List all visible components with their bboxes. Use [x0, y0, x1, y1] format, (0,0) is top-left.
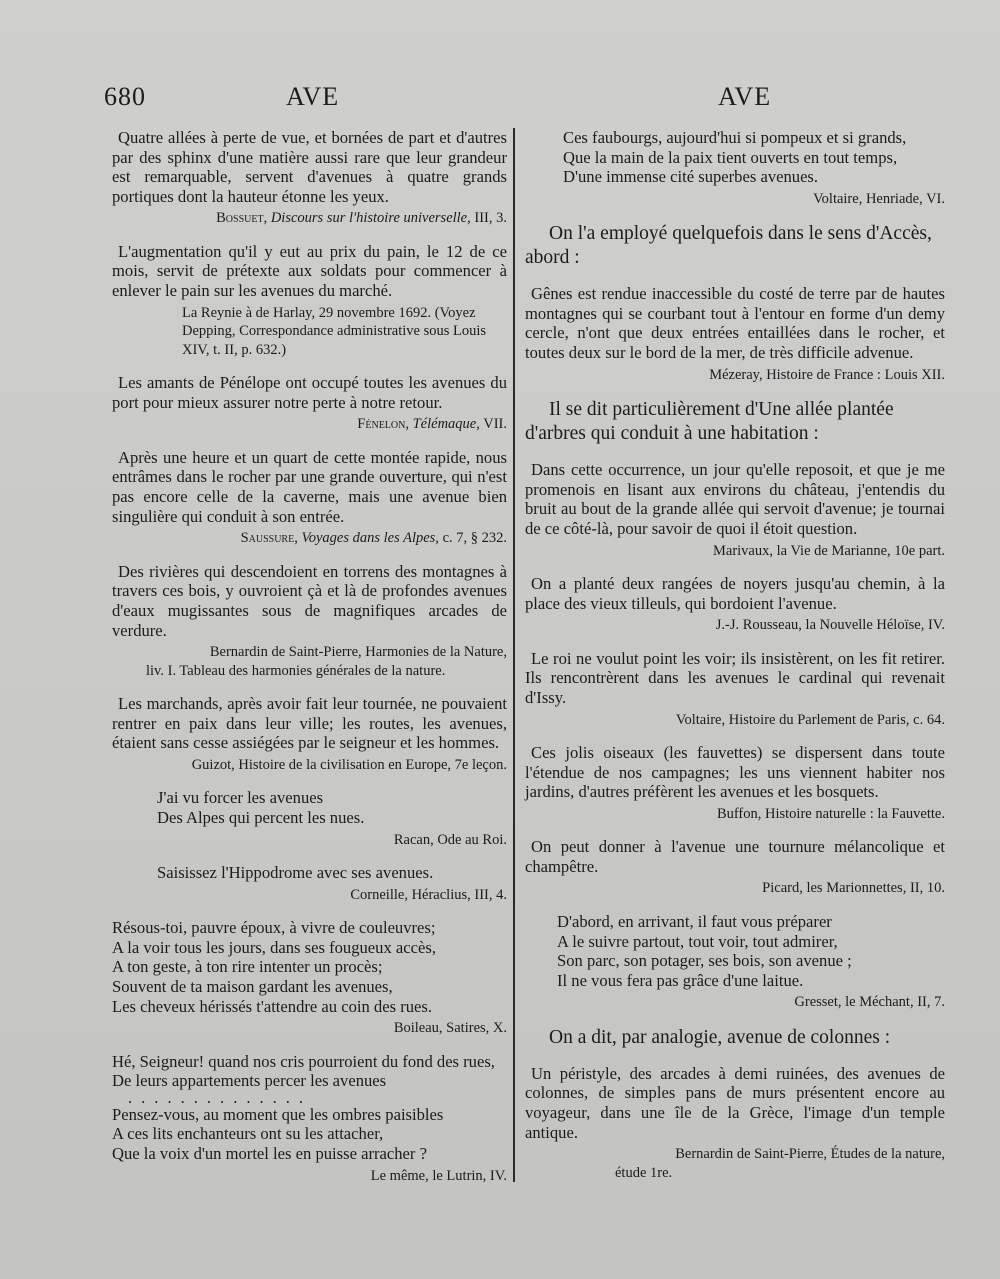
verse-line: Des Alpes qui percent les nues. — [157, 807, 365, 827]
verse-quotation — [112, 918, 507, 1037]
cite-work: Voyages dans les Alpes, — [301, 530, 439, 547]
quotation — [112, 562, 507, 680]
citation: J.-J. Rousseau, la Nouvelle Héloïse, IV. — [715, 617, 945, 634]
citation: Buffon, Histoire naturelle : la Fauvette. — [716, 805, 945, 822]
sense-heading: Il se dit particulièrement d'Une allée plantée d'arbres qui conduit à une habitation : — [525, 399, 894, 445]
cite-ref: c. 7, § 232. — [442, 530, 507, 547]
quotation — [525, 1064, 945, 1182]
verse-quotation — [112, 863, 507, 904]
quote-text: Ces jolis oiseaux (les fauvettes) se dispersent dans toute l'étendue de nos campagnes; les uns viennent habiter nos jardins, d'autres préfèrent les avenues et les bosquets. — [525, 743, 945, 802]
quotation — [112, 128, 507, 228]
quotation — [112, 694, 507, 774]
citation-cont: liv. I. Tableau des harmonies générales de la nature. — [146, 662, 446, 679]
verse-line: D'abord, en arrivant, il faut vous préparer — [557, 911, 832, 931]
quote-text: Les amants de Pénélope ont occupé toutes les avenues du port pour mieux assurer notre perte à notre retour. — [112, 373, 507, 412]
quotation — [525, 837, 945, 898]
citation — [112, 415, 507, 434]
quotation — [525, 649, 945, 729]
quote-text: Après une heure et un quart de cette montée rapide, nous entrâmes dans le rocher par une grande ouverture, qui n'est pas encore celle de la caverne, mais une avenue bien singulière qui conduit à son entrée. — [112, 447, 507, 526]
citation: Corneille, Héraclius, III, 4. — [350, 886, 507, 903]
page-number: 680 — [104, 82, 146, 111]
citation: Le même, le Lutrin, IV. — [370, 1167, 507, 1184]
quote-text: Le roi ne voulut point les voir; ils insistèrent, on les fit retirer. Ils rencontrèrent dans les avenues le cardinal qui revenait d'Issy. — [525, 648, 945, 707]
verse-line: Son parc, son potager, ses bois, son avenue ; — [557, 951, 852, 971]
quote-text: Gênes est rendue inaccessible du costé de terre par de hautes montagnes qui se courbant tout à l'entour en forme d'un demy cercle, n'ont que deux entrées entaillées dans le rocher, et toutes deux sur le bord de la mer, de très difficile advenue. — [525, 284, 945, 363]
verse-line: Que la main de la paix tient ouverts en tout temps, — [563, 147, 898, 167]
quote-text: Des rivières qui descendoient en torrens des montagnes à travers ces bois, y ouvroient çà et là de profondes avenues d'eaux mugissantes sous de magnifiques arcades de verdure. — [112, 561, 507, 640]
cite-author: Saussure, — [240, 530, 298, 547]
quotation — [525, 574, 945, 635]
verse-line: De leurs appartements percer les avenues — [112, 1071, 387, 1091]
verse-line: D'une immense cité superbes avenues. — [563, 167, 819, 187]
citation: Gresset, le Méchant, II, 7. — [794, 994, 945, 1011]
quotation — [525, 743, 945, 823]
citation: Boileau, Satires, X. — [393, 1020, 507, 1037]
citation: Voltaire, Henriade, VI. — [813, 190, 945, 207]
verse-quotation — [112, 788, 507, 849]
verse-line: J'ai vu forcer les avenues — [157, 788, 324, 808]
quote-text: Quatre allées à perte de vue, et bornées de part et d'autres par des sphinx d'une matière aussi rare que leur grandeur est remarquable, servent d'avenues à quatre grands portiques dont la hauteur étonne les yeux. — [112, 128, 507, 206]
cite-author: Fénelon, — [357, 416, 409, 433]
citation: La Reynie à de Harlay, 29 novembre 1692. (Voyez Depping, Correspondance administrative sous Louis XIV, t. II, p. 632.) — [182, 304, 487, 358]
verse-quotation — [525, 912, 945, 1012]
verse-quotation — [112, 1052, 507, 1185]
citation-cont: étude 1re. — [615, 1164, 673, 1181]
verse-line: Résous-toi, pauvre époux, à vivre de couleuvres; — [112, 918, 436, 938]
quote-text: On peut donner à l'avenue une tournure mélancolique et champêtre. — [525, 837, 945, 876]
cite-ref: III, 3. — [474, 210, 507, 227]
verse-line: Il ne vous fera pas grâce d'une laitue. — [557, 970, 804, 990]
right-column — [525, 128, 945, 1196]
verse-line: Souvent de ta maison gardant les avenues, — [112, 976, 393, 996]
verse-line: Pensez-vous, au moment que les ombres paisibles — [112, 1104, 444, 1124]
citation: Guizot, Histoire de la civilisation en Europe, 7e leçon. — [191, 756, 507, 773]
citation: Mézeray, Histoire de France : Louis XII. — [709, 366, 945, 383]
cite-work: Discours sur l'histoire universelle, — [270, 210, 471, 227]
verse-line: Que la voix d'un mortel les en puisse arracher ? — [112, 1144, 427, 1163]
quotation — [525, 284, 945, 384]
verse-line: A le suivre partout, tout voir, tout admirer, — [557, 931, 838, 951]
citation: Picard, les Marionnettes, II, 10. — [762, 880, 945, 897]
running-head-left: AVE — [286, 82, 340, 111]
sense-heading: On l'a employé quelquefois dans le sens d'Accès, abord : — [525, 223, 932, 269]
quote-text: L'augmentation qu'il y eut au prix du pain, le 12 de ce mois, servit de prétexte aux soldats pour commencer à enlever le pain sur les avenues du marché. — [112, 241, 507, 301]
verse-quotation — [525, 128, 945, 208]
left-column — [112, 128, 507, 1199]
verse-line: Ces faubourgs, aujourd'hui si pompeux et si grands, — [563, 128, 907, 147]
column-divider — [513, 128, 515, 1182]
ellipsis-dots: .............. — [128, 1087, 313, 1107]
cite-author: Bossuet, — [216, 210, 268, 227]
citation: Marivaux, la Vie de Marianne, 10e part. — [713, 542, 945, 559]
verse-line: A la voir tous les jours, dans ses fougueux accès, — [112, 937, 436, 957]
quotation — [112, 448, 507, 548]
verse-line: Les cheveux hérissés t'attendre au coin des rues. — [112, 996, 432, 1016]
citation: Racan, Ode au Roi. — [393, 831, 507, 848]
quote-text: Les marchands, après avoir fait leur tournée, ne pouvaient rentrer en paix dans leur ville; les routes, les avenues, étaient sans cesse assiégées par le seigneur et les hommes. — [112, 694, 507, 753]
quotation — [112, 242, 507, 359]
verse-line: A ces lits enchanteurs ont su les attacher, — [112, 1124, 384, 1144]
quotation — [112, 373, 507, 434]
sense-heading: On a dit, par analogie, avenue de colonnes : — [549, 1026, 891, 1048]
verse-line: A ton geste, à ton rire intenter un procès; — [112, 957, 383, 977]
cite-ref: VII. — [483, 416, 507, 433]
quote-text: On a planté deux rangées de noyers jusqu'au chemin, à la place des vieux tilleuls, qui bordoient l'avenue. — [525, 574, 945, 613]
running-head-right: AVE — [718, 82, 772, 111]
citation — [112, 529, 507, 548]
citation: Bernardin de Saint-Pierre, Harmonies de la Nature, — [209, 644, 507, 661]
citation — [112, 209, 507, 228]
cite-work: Télémaque, — [412, 416, 480, 433]
verse-line: Hé, Seigneur! quand nos cris pourroient du fond des rues, — [112, 1051, 495, 1071]
citation: Voltaire, Histoire du Parlement de Paris, c. 64. — [675, 711, 945, 728]
quote-text: Dans cette occurrence, un jour qu'elle reposoit, et que je me promenois en lisant aux environs du château, j'entendis du bruit au bout de la grande allée qui servoit d'avenue; je tournai de ce côté-là, pour savoir de quoi il étoit question. — [525, 460, 945, 538]
verse-line: Saisissez l'Hippodrome avec ses avenues. — [157, 863, 434, 883]
citation: Bernardin de Saint-Pierre, Études de la nature, — [675, 1146, 945, 1163]
quote-text: Un péristyle, des arcades à demi ruinées, des avenues de colonnes, de simples pans de murs présentent encore au voyageur, dans une île de la Grèce, l'image d'un temple antique. — [525, 1063, 945, 1142]
quotation — [525, 460, 945, 560]
